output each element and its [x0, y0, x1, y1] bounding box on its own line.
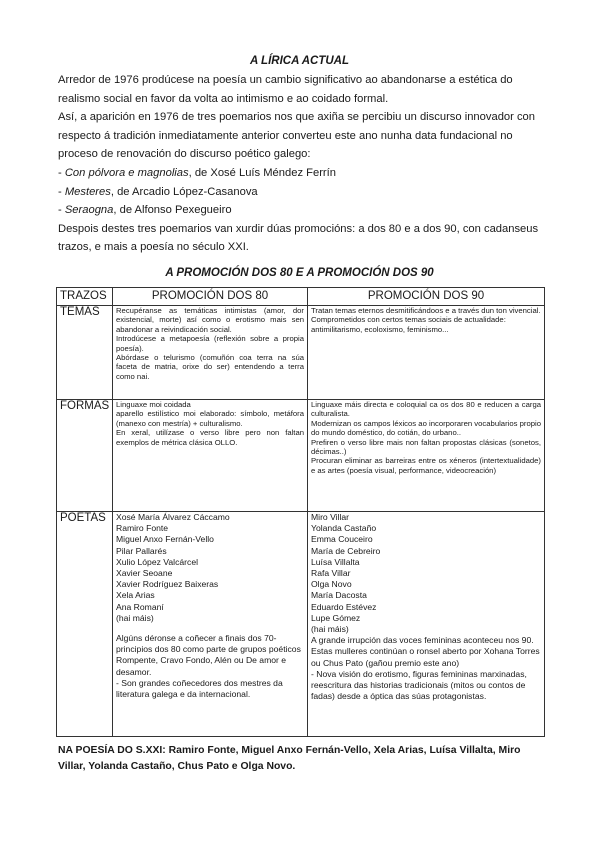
cell-text: Introdúcese a metapoesía (reflexión sobre a propia poesía). — [116, 334, 304, 353]
cell-text: Tratan temas eternos desmitificándoos e a través dun ton vivencial. — [311, 306, 541, 315]
poet-name: Ramiro Fonte — [116, 523, 169, 534]
header-promocion-90: PROMOCIÓN DOS 90 — [308, 288, 545, 306]
cell-poetas-80 — [113, 512, 308, 737]
footer-note: NA POESÍA DO S.XXI: Ramiro Fonte, Miguel Anxo Fernán-Vello, Xela Arias, Luísa Villalta, Miro Villar, Yolanda Castaño, Chus Pato e Olga Novo. — [58, 745, 521, 773]
header-promocion-80: PROMOCIÓN DOS 80 — [113, 288, 308, 306]
cell-text: Abórdase o telurismo (comuñón coa terra na súa faceta de matria, orixe do ser) entendendo a terra como nai. — [116, 353, 304, 381]
intro-section — [58, 71, 548, 257]
cell-text: - Nova visión do erotismo, figuras femininas marxinadas, reescritura das historias tradicionais (mitos ou contos de fadas) desde a óptica das súas protagonistas. — [311, 668, 527, 702]
row-label-poetas: POETAS — [57, 512, 113, 737]
poet-name: Xosé María Álvarez Cáccamo — [116, 512, 230, 522]
work-item-3: - Seraogna, de Alfonso Pexegueiro — [58, 204, 232, 217]
poet-name: Xulio López Valcárcel — [116, 556, 199, 567]
table-header-row — [57, 288, 545, 306]
spacer — [116, 624, 304, 633]
poet-name: Eduardo Estévez — [311, 601, 377, 612]
work-author: , de Xosé Luís Méndez Ferrín — [188, 166, 336, 179]
work-title: Con pólvora e magnolias — [64, 166, 189, 179]
row-label-temas: TEMAS — [57, 306, 113, 400]
poet-name: María Dacosta — [311, 590, 367, 601]
cell-text: Recupéranse as temáticas intimistas (amor, dor existencial, morte) así como o erotismo mais sen abandonar a reivindicación social. — [116, 306, 304, 334]
header-trazos: TRAZOS — [57, 288, 113, 306]
comparison-table — [56, 287, 545, 737]
poet-name: María de Cebreiro — [311, 545, 381, 556]
cell-poetas-90 — [308, 512, 545, 737]
work-item-2: - Mesteres, de Arcadio López-Casanova — [58, 185, 258, 198]
cell-text: Prefiren o verso libre mais non faltan propostas clásicas (sonetos, décimas..) — [311, 437, 541, 457]
poet-name: Pilar Pallarés — [116, 545, 167, 556]
work-title: Mesteres — [64, 185, 111, 198]
poet-name: Olga Novo — [311, 579, 352, 590]
work-author: , de Alfonso Pexegueiro — [113, 204, 232, 217]
poet-name: Rafa Villar — [311, 568, 351, 579]
poet-name: Emma Couceiro — [311, 534, 373, 545]
intro-paragraph-2: Así, a aparición en 1976 de tres poemarios nos que axiña se percibiu un discurso innovador con respecto á tradición inmediatamente anterior converteu este ano nunha data fundacional no proceso de renovación do discurso poético galego: — [58, 111, 536, 161]
cell-text: Linguaxe máis directa e coloquial ca os dos 80 e reducen a carga culturalista. — [311, 400, 541, 419]
row-label-formas: FORMAS — [57, 400, 113, 512]
cell-formas-80 — [113, 400, 308, 512]
poet-name: (hai máis) — [116, 612, 154, 623]
cell-temas-90 — [308, 306, 545, 400]
intro-paragraph-1: Arredor de 1976 prodúcese na poesía un cambio significativo ao abandonarse a estética do realismo social en favor da volta ao intimismo e ao coidado formal. — [58, 74, 513, 105]
poet-name: Lupe Gómez — [311, 612, 361, 623]
section-subtitle: A PROMOCIÓN DOS 80 E A PROMOCIÓN DOS 90 — [165, 267, 434, 279]
table-row-temas — [57, 306, 545, 400]
table-row-formas — [57, 400, 545, 512]
work-author: , de Arcadio López-Casanova — [110, 185, 258, 198]
poet-name: Luísa Villalta — [311, 556, 360, 567]
cell-text: En xeral, utilízase o verso libre pero non faltan exemplos de métrica clásica OLLO. — [116, 428, 304, 447]
cell-text: Comprometidos con certos temas sociais de actualidade: antimilitarismo, ecoloxismo, feminismo... — [311, 315, 506, 334]
cell-temas-80 — [113, 306, 308, 400]
poet-name: Xavier Seoane — [116, 568, 173, 579]
cell-text: Modernizan os campos léxicos ao incorporaren vocabularios propio do mundo doméstico, do cotián, do urbano.. — [311, 418, 541, 438]
poet-name: Yolanda Castaño — [311, 523, 377, 534]
cell-text: Linguaxe moi coidada — [116, 400, 191, 409]
poet-name: Xela Arias — [116, 590, 155, 601]
poet-name: (hai máis) — [311, 624, 349, 635]
poet-name: Miguel Anxo Fernán-Vello — [116, 534, 214, 545]
cell-formas-90 — [308, 400, 545, 512]
cell-text: Procuran eliminar as barreiras entre os xéneros (intertextualidade) e as artes (poesía visual, performance, videocreación) — [311, 456, 541, 475]
work-title: Seraogna — [64, 204, 114, 217]
cell-text: aparello estilístico moi elaborado: símbolo, metáfora (manexo con mestría) + culturalismo. — [116, 409, 304, 428]
cell-text: Algúns déronse a coñecer a finais dos 70-principios dos 80 como parte de grupos poéticos Rompente, Cravo Fondo, Alén ou De amor e desamor. — [116, 633, 301, 677]
cell-text: A grande irrupción das voces femininas aconteceu nos 90. Estas mulleres continúan o ronsel aberto por Xohana Torres ou Chus Pato (gañou premio este ano) — [311, 635, 540, 668]
cell-text: - Son grandes coñecedores dos mestres da literatura galega e da internacional. — [116, 677, 283, 700]
poet-name: Xavier Rodríguez Baixeras — [116, 579, 219, 590]
poet-name: Miro Villar — [311, 512, 350, 522]
intro-paragraph-3: Despois destes tres poemarios van xurdir dúas promocións: a dos 80 e a dos 90, con cadanseus trazos, e mais a poesía no século XXI. — [58, 222, 539, 254]
work-item-1: - Con pólvora e magnolias, de Xosé Luís Méndez Ferrín — [58, 166, 336, 179]
table-row-poetas — [57, 512, 545, 737]
page-title: A LÍRICA ACTUAL — [249, 55, 349, 67]
poet-name: Ana Romaní — [116, 601, 164, 612]
